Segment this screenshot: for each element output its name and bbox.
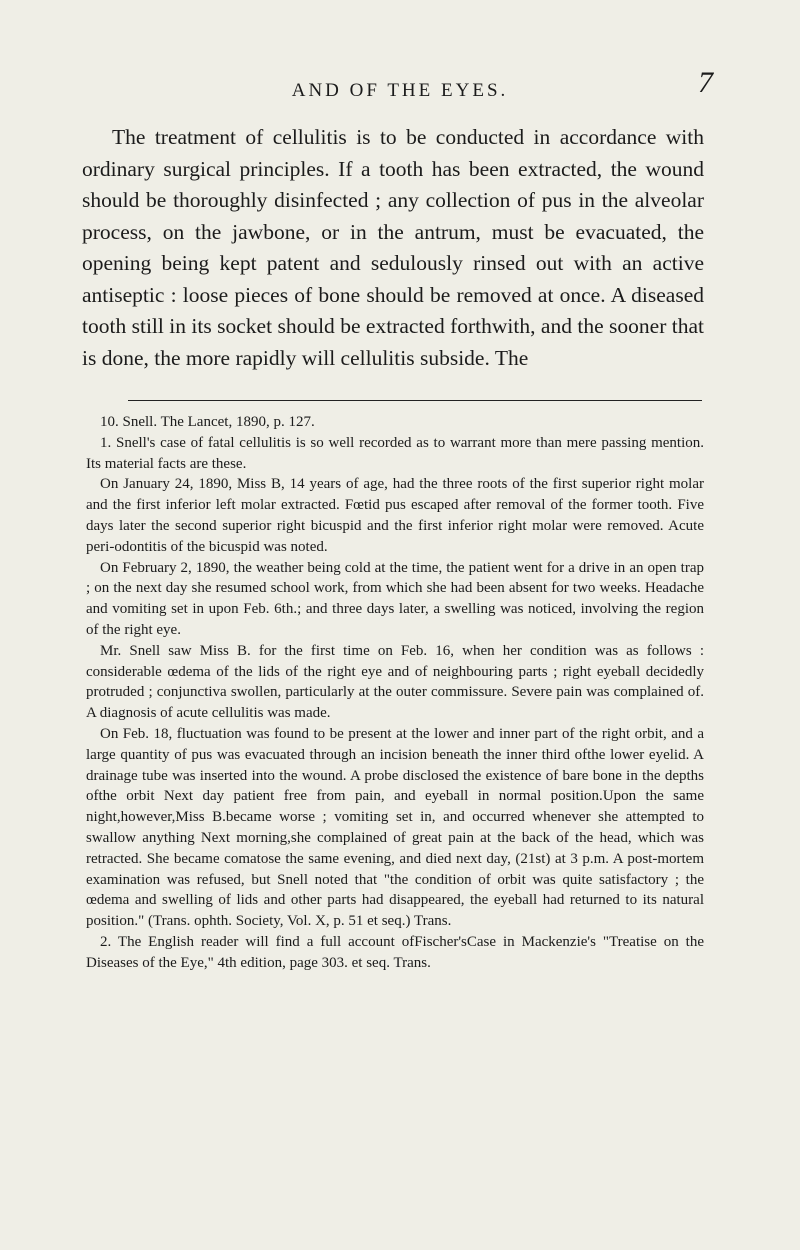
page-number: 7	[698, 66, 713, 99]
body-paragraph: The treatment of cellulitis is to be conducted in accordance with ordinary surgical principles. If a tooth has been extracted, the wound should be thoroughly disinfected ; any collection of pus in the alveolar process, on the jawbone, or in the antrum, must be evacuated, the opening being kept patent and sedulously rinsed out with an active antiseptic : loose pieces of bone should be removed at once. A diseased tooth still in its socket should be extracted forthwith, and the sooner that is done, the more rapidly will cellulitis subside. The	[82, 125, 704, 370]
footnote-1-intro: 1. Snell's case of fatal cellulitis is so well recorded as to warrant more than mere passing mention. Its material facts are these.	[86, 434, 704, 472]
main-text	[82, 122, 704, 374]
footnote-1-paragraph: On Feb. 18, fluctuation was found to be present at the lower and inner part of the right orbit, and a large quantity of pus was evacuated through an incision beneath the inner third ofthe lower eyelid. A drainage tube was inserted into the wound. A probe disclosed the existence of bare bone in the depths ofthe orbit Next day patient free from pain, and eyeball in normal position.Upon the same night,however,Miss B.became worse ; vomiting set in, and occurred whenever she attempted to swallow anything Next morning,she complained of great pain at the back of the head, which was retracted. She became comatose the same evening, and died next day, (21st) at 3 p.m. A post-mortem examination was refused, but Snell noted that "the condition of orbit was quite satisfactory ; the œdema and swelling of lids and other parts had disappeared, the eyeball had returned to its natural position." (Trans. ophth. Society, Vol. X, p. 51 et seq.) Trans.	[86, 725, 704, 930]
footnote-1-paragraph: Mr. Snell saw Miss B. for the first time on Feb. 16, when her condition was as follows : considerable œdema of the lids of the right eye and of neighbouring parts ; right eyeball decidedly protruded ; conjunctiva swollen, particularly at the outer commissure. Severe pain was complained of. A diagnosis of acute cellulitis was made.	[86, 642, 704, 722]
footnotes	[86, 412, 704, 974]
running-head: AND OF THE EYES.	[291, 80, 509, 101]
footnote-divider	[128, 400, 702, 401]
footnote-reference: 10. Snell. The Lancet, 1890, p. 127.	[100, 414, 315, 430]
footnote-1-paragraph: On January 24, 1890, Miss B, 14 years of age, had the three roots of the first superior right molar and the first inferior left molar extracted. Fœtid pus escaped after removal of the former tooth. Five days later the second superior right bicuspid and the first inferior right molar were removed. Acute peri-odontitis of the bicuspid was noted.	[86, 476, 704, 555]
footnote-2: 2. The English reader will find a full account ofFischer'sCase in Mackenzie's "Treatise on the Diseases of the Eye," 4th edition, page 303. et seq. Trans.	[86, 933, 704, 971]
footnote-1-paragraph: On February 2, 1890, the weather being cold at the time, the patient went for a drive in an open trap ; on the next day she resumed school work, from which she had been absent for two weeks. Headache and vomiting set in upon Feb. 6th.; and three days later, a swelling was noticed, involving the region of the right eye.	[86, 559, 704, 638]
